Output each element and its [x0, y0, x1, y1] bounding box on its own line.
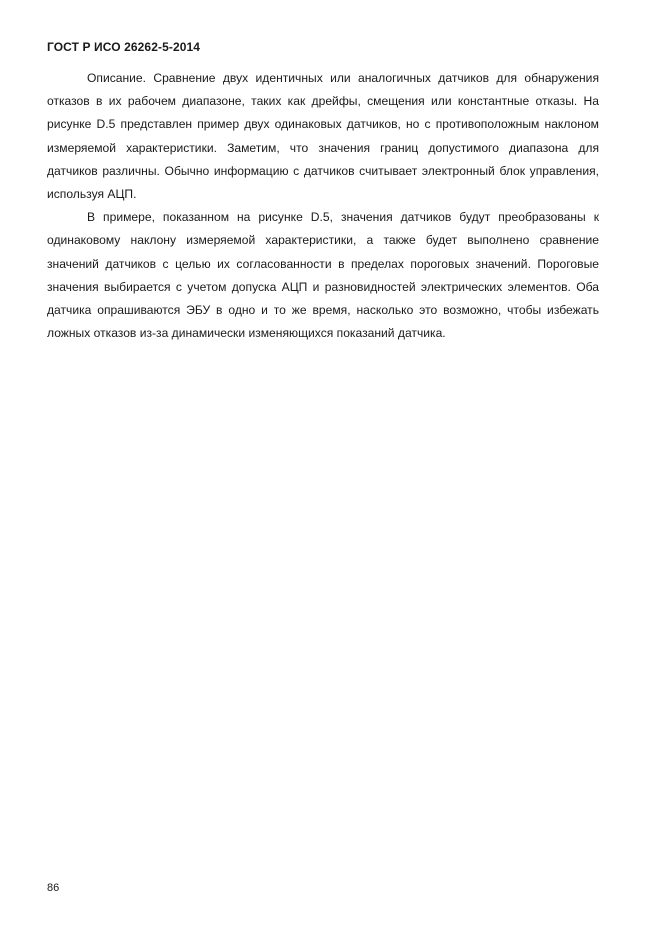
- document-body: [47, 67, 599, 345]
- document-standard-header: ГОСТ Р ИСО 26262-5-2014: [47, 40, 201, 54]
- paragraph-description: Описание. Сравнение двух идентичных или аналогичных датчиков для обнаружения отказов в их рабочем диапазоне, таких как дрейфы, смещения или константные отказы. На рисунке D.5 представлен пример двух одинаковых датчиков, но с противоположным наклоном измеряемой характеристики. Заметим, что значения границ допустимого диапазона для датчиков различны. Обычно информацию с датчиков считывает электронный блок управления, используя АЦП.: [47, 71, 599, 202]
- page-number: 86: [47, 882, 60, 894]
- paragraph-example: В примере, показанном на рисунке D.5, значения датчиков будут преобразованы к одинаковому наклону измеряемой характеристики, а также будет выполнено сравнение значений датчиков с целью их согласованности в пределах пороговых значений. Пороговые значения выбирается с учетом допуска АЦП и разновидностей электрических элементов. Оба датчика опрашиваются ЭБУ в одно и то же время, насколько это возможно, чтобы избежать ложных отказов из-за динамически изменяющихся показаний датчика.: [47, 210, 599, 341]
